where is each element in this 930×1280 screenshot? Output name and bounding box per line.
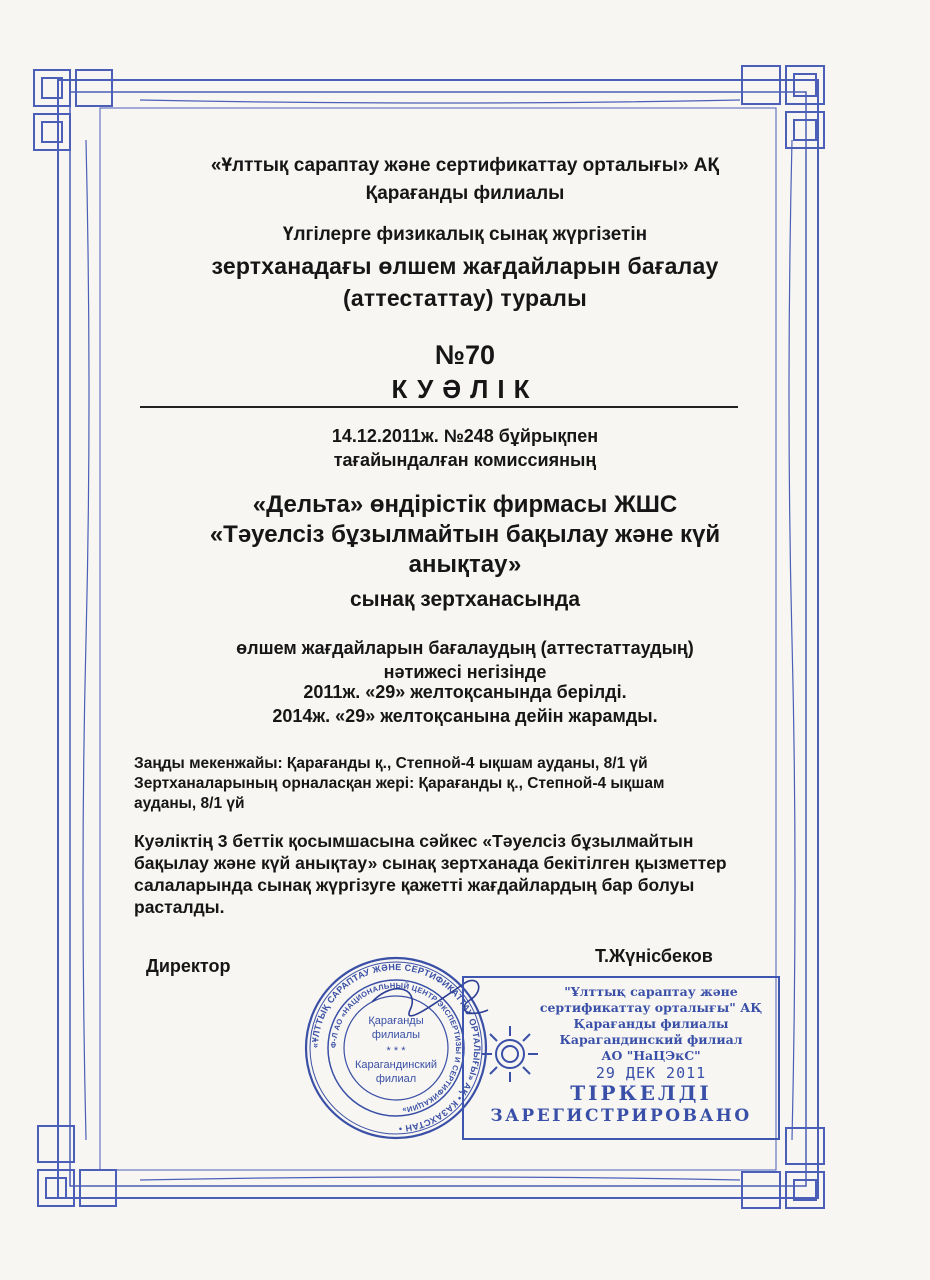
valid-until-date: 2014ж. «29» желтоқсанына дейін жарамды. bbox=[272, 706, 658, 726]
order-line-2: тағайындалған комиссияның bbox=[333, 450, 597, 470]
order-reference bbox=[0, 424, 930, 472]
registration-stamp bbox=[462, 976, 780, 1140]
results-line-2: нәтижесі негізінде bbox=[383, 662, 547, 682]
lab-line-1: «Дельта» өндірістік фирмасы ЖШС bbox=[252, 491, 678, 518]
org-line-2: Қарағанды филиалы bbox=[365, 183, 565, 204]
seal-outer-text: «ҰЛТТЫҚ САРАПТАУ ЖӘНЕ СЕРТИФИКАТТАУ ОРТАЛЫҒЫ» АҚ • КАЗАХСТАН • bbox=[309, 961, 483, 1134]
results-line-1: өлшем жағдайларын бағалаудың (аттестаттаудың) bbox=[236, 638, 694, 658]
confirmation-line-1: Куәліктің 3 беттік қосымшасына сәйкес «Тәуелсіз бұзылмайтын bbox=[134, 831, 694, 851]
reg-status-kz: ТІРКЕЛДІ bbox=[570, 1081, 712, 1105]
subject-line-1: Үлгілерге физикалық сынақ жүргізетін bbox=[282, 224, 648, 245]
issued-date: 2011ж. «29» желтоқсанында берілді. bbox=[303, 682, 627, 702]
confirmation-paragraph bbox=[134, 830, 774, 918]
certificate-number: №70 bbox=[434, 340, 496, 370]
reg-branch-ru: Карагандинский филиал bbox=[559, 1032, 743, 1047]
reg-status-ru: ЗАРЕГИСТРИРОВАНО bbox=[490, 1106, 752, 1126]
validity-dates bbox=[0, 680, 930, 728]
laboratory-name bbox=[0, 490, 930, 580]
confirmation-line-2: бақылау және күй анықтау» сынақ зертханада бекітілген қызметтер bbox=[134, 853, 727, 873]
certificate-title: КУӘЛІК bbox=[391, 374, 539, 404]
order-line-1: 14.12.2011ж. №248 бұйрықпен bbox=[331, 426, 599, 446]
confirmation-line-4: расталды. bbox=[134, 897, 225, 917]
lab-location-line-2: ауданы, 8/1 үй bbox=[134, 795, 245, 812]
lab-location-line-1: Зертханаларының орналасқан жері: Қарағанды қ., Степной-4 ықшам bbox=[134, 775, 665, 792]
reg-jsc: АО "НаЦЭкС" bbox=[601, 1048, 701, 1063]
reg-branch-kz: Қарағанды филиалы bbox=[573, 1016, 729, 1031]
confirmation-line-3: салаларында сынақ жүргізуге қажетті жағдайлардың бар болуы bbox=[134, 875, 695, 895]
seal-center-line-3: Карагандинский bbox=[355, 1059, 437, 1071]
reg-org-line-1: "Ұлттық сараптау және bbox=[564, 984, 738, 999]
director-name: Т.Жүнісбеков bbox=[595, 946, 713, 966]
seal-inner-text: Ф-Л АО «НАЦИОНАЛЬНЫЙ ЦЕНТР ЭКСПЕРТИЗЫ И СЕРТИФИКАЦИИ» bbox=[328, 980, 464, 1115]
reg-date: 29 ДЕК 2011 bbox=[595, 1064, 707, 1082]
seal-center-line-2: филиалы bbox=[371, 1029, 421, 1041]
reg-org-line-2: сертификаттау орталығы" АҚ bbox=[539, 1000, 763, 1015]
director-label: Директор bbox=[146, 956, 231, 976]
subject-line-2: зертханадағы өлшем жағдайларын бағалау bbox=[211, 253, 719, 279]
lab-line-2: «Тәуелсіз бұзылмайтын бақылау және күй bbox=[209, 521, 721, 548]
org-line-1: «Ұлттық сараптау және сертификаттау орталығы» АҚ bbox=[210, 155, 720, 176]
nces-logo-icon bbox=[478, 1022, 542, 1086]
legal-address: Заңды мекенжайы: Қарағанды қ., Степной-4 ықшам ауданы, 8/1 үй bbox=[134, 755, 648, 772]
title-divider bbox=[140, 406, 738, 408]
lab-location bbox=[134, 774, 774, 814]
organization-name bbox=[0, 152, 930, 208]
seal-center-stars: * * * bbox=[386, 1045, 406, 1057]
seal-center-line-1: Қарағанды bbox=[368, 1015, 424, 1027]
assessment-results bbox=[0, 636, 930, 684]
subject-heading bbox=[0, 250, 930, 314]
lab-line-4: сынақ зертханасында bbox=[349, 588, 581, 611]
seal-center-line-4: филиал bbox=[375, 1073, 417, 1085]
lab-line-3: анықтау» bbox=[408, 551, 522, 578]
subject-line-3: (аттестаттау) туралы bbox=[343, 285, 587, 311]
